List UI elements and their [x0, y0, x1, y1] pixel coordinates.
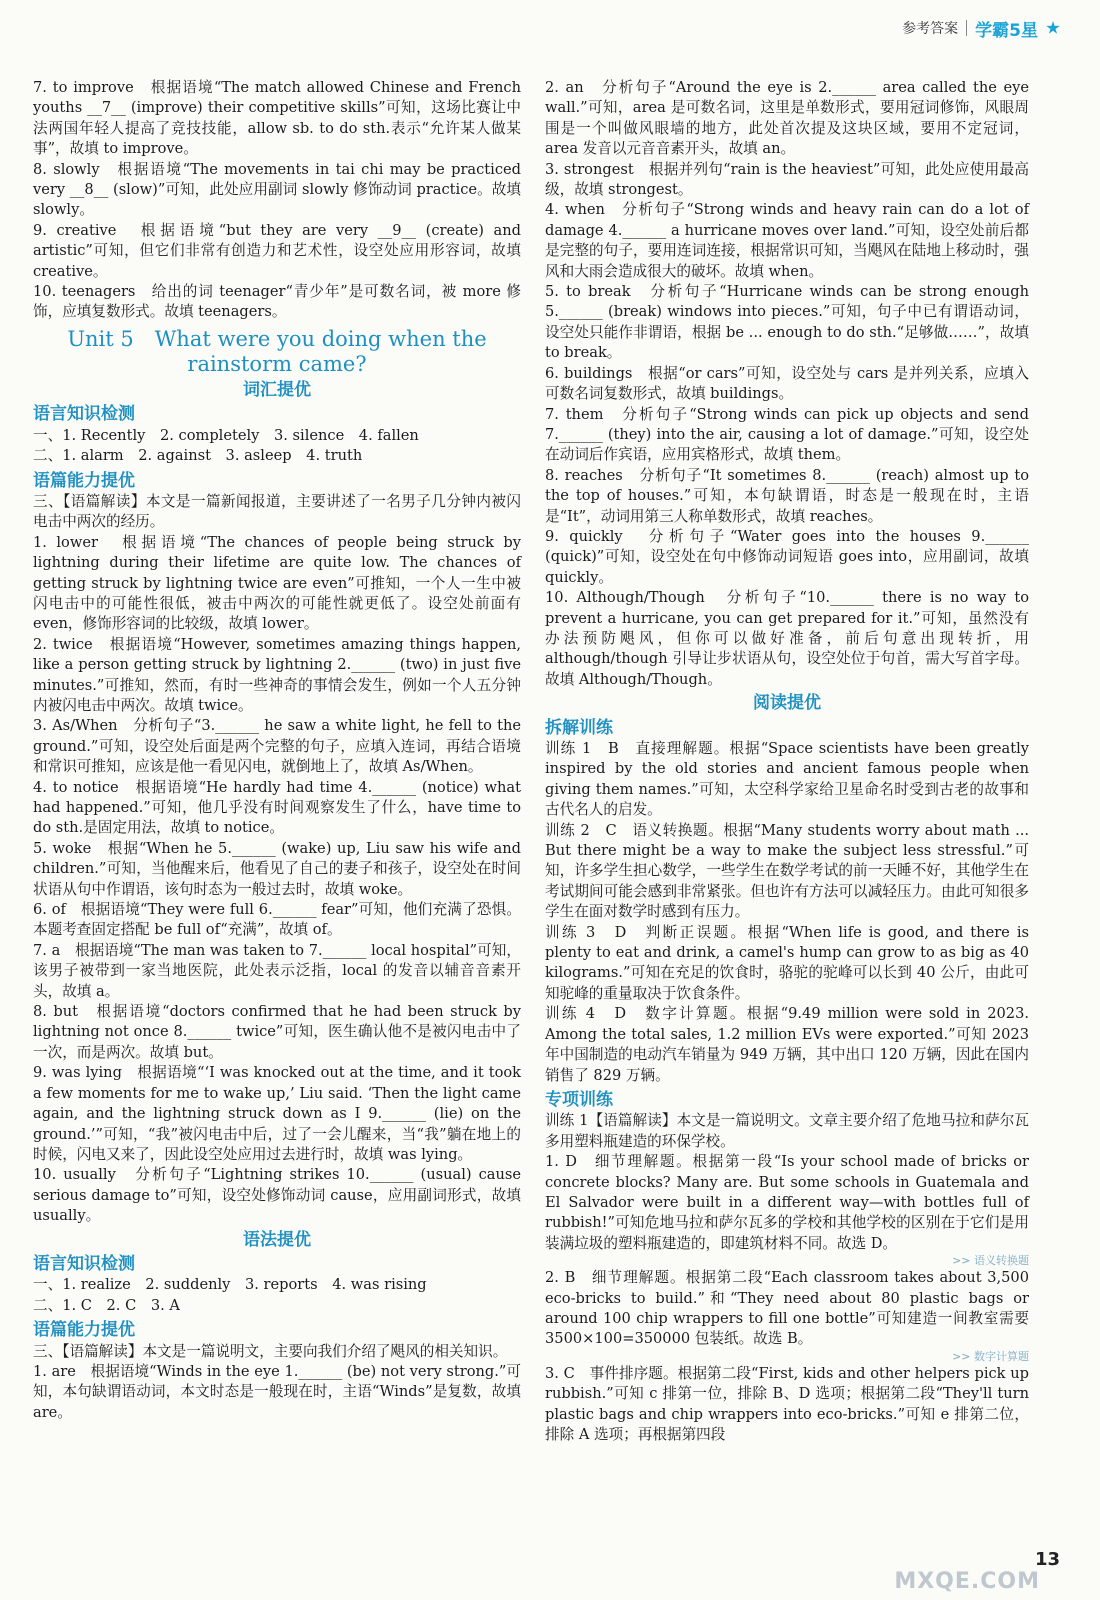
section-title: 语言知识检测	[33, 404, 135, 425]
answer-paragraph: 3. C 事件排序题。根据第二段“First, kids and other helpers pick up rubbish.”可知 c 排第一位，排除 B、D 选项；根据第二段“They'll turn plastic bags and chip wrappers into eco-bricks.”可知 e 排第二位，排除 A 选项；再根据第四段	[545, 1364, 1029, 1443]
section-title: 拆解训练	[545, 717, 613, 738]
left-column	[33, 78, 521, 1423]
answer-paragraph: 训练 2 C 语义转换题。根据“Many students worry about math ... But there might be a way to make the subject less stressful.”可知，许多学生担心数学，一些学生在数学考试的前一天睡不好，其他学生在考试期间可能会感到非常紧张。但也许有方法可以减轻压力。由此可知很多学生在面对数学时感到有压力。	[545, 821, 1029, 921]
header-reference-label: 参考答案	[902, 21, 959, 37]
answer-paragraph: 一、1. realize 2. suddenly 3. reports 4. was rising	[33, 1276, 427, 1294]
answer-paragraph: 3. As/When 分析句子“3.______ he saw a white light, he fell to the ground.”可知，设空处后面是两个完整的句子，应填入连词，再结合语境和常识可推知，应该是他一看见闪电，就倒地上了，故填 As/When。	[33, 717, 521, 776]
answer-paragraph: 训练 1 B 直接理解题。根据“Space scientists have been greatly inspired by the old stories and ancient famous people when giving them names.”可知，太空科学家给卫星命名时受到古老的故事和古代名人的启发。	[545, 740, 1029, 819]
answer-paragraph: 1. D 细节理解题。根据第一段“Is your school made of bricks or concrete blocks? Many are. But some schools in Guatemala and El Salvador were built in a different way—with bottles full of rubbish!”可知危地马拉和萨尔瓦多的学校和其他学校的区别在于它们是用装满垃圾的塑料瓶建造的，即建筑材料不同。故选 D。	[545, 1153, 1029, 1252]
section-title: 语言知识检测	[33, 1253, 135, 1274]
answer-paragraph: 7. them 分析句子“Strong winds can pick up objects and send 7.______ (they) into the air, causing a lot of damage.”可知，设空处在动词后作宾语，应用宾格形式，故填 them。	[545, 405, 1029, 464]
subsection-title: 语法提优	[243, 1229, 311, 1250]
answer-paragraph: 9. quickly 分析句子“Water goes into the houses 9.______ (quick)”可知，设空处在句中修饰动词短语 goes into，应用副词，故填 quickly。	[545, 527, 1029, 586]
answer-paragraph: 6. of 根据语境“They were full 6.______ fear”可知，他们充满了恐惧。本题考查固定搭配 be full of“充满”，故填 of。	[33, 901, 521, 939]
unit-title: Unit 5 What were you doing when the rainstorm came?	[67, 326, 487, 376]
answer-paragraph: 三、【语篇解读】本文是一篇说明文，主要向我们介绍了飓风的相关知识。	[33, 1342, 508, 1360]
answer-paragraph: 二、1. alarm 2. against 3. asleep 4. truth	[33, 447, 363, 465]
answer-paragraph: 8. but 根据语境“doctors confirmed that he had been struck by lightning not once 8.______ twice”可知，医生确认他不是被闪电击中了一次，而是两次。故填 but。	[33, 1003, 521, 1061]
answer-paragraph: 10. Although/Though 分析句子“10.______ there is no way to prevent a hurricane, you can get prepared for it.”可知，虽然没有办法预防飓风，但你可以做好准备，前后句意出现转折，用 although/though 引导让步状语从句，设空处位于句首，需大写首字母。故填 Although/Though。	[545, 589, 1029, 688]
answer-paragraph: 2. an 分析句子“Around the eye is 2.______ area called the eye wall.”可知，area 是可数名词，这里是单数形式，要用冠词修饰，风眼周围是一个叫做风眼墙的地方，此处首次提及这块区域，要用不定冠词，area 发音以元音音素开头，故填 an。	[545, 79, 1029, 158]
answer-paragraph: 训练 1【语篇解读】本文是一篇说明文。文章主要介绍了危地马拉和萨尔瓦多用塑料瓶建造的环保学校。	[545, 1112, 1029, 1150]
page-number: 13	[1034, 1549, 1060, 1570]
answer-paragraph: 7. to improve 根据语境“The match allowed Chinese and French youths __7__ (improve) their competitive skills”可知，这场比赛让中法两国年轻人提高了竞技技能，allow sb. to do sth.表示“允许某人做某事”，故填 to improve。	[33, 79, 521, 158]
section-title: 语篇能力提优	[33, 470, 135, 491]
answer-paragraph: 1. are 根据语境“Winds in the eye 1.______ (be) not very strong.”可知，本句缺谓语动词，本文时态是一般现在时，主语“Winds”是复数，故填 are。	[33, 1362, 521, 1421]
section-title: 专项训练	[545, 1089, 613, 1110]
subsection-title: 词汇提优	[243, 379, 311, 400]
answer-paragraph: 2. twice 根据语境“However, sometimes amazing things happen, like a person getting struck by lightning 2.______ (two) in just five minutes.”可推知，然而，有时一些神奇的事情会发生，例如一个人五分钟内被闪电击中两次。故填 twice。	[33, 635, 521, 714]
answer-paragraph: 三、【语篇解读】本文是一篇新闻报道，主要讲述了一名男子几分钟内被闪电击中两次的经历。	[33, 492, 521, 531]
answer-paragraph: 9. creative 根据语境“but they are very __9__ (create) and artistic”可知，但它们非常有创造力和艺术性，设空处应用形容词，故填 creative。	[33, 221, 521, 280]
answer-paragraph: 10. teenagers 给出的词 teenager“青少年”是可数名词，被 more 修饰，应填复数形式。故填 teenagers。	[33, 283, 521, 321]
subsection-title: 阅读提优	[753, 693, 821, 714]
answer-paragraph: 训练 3 D 判断正误题。根据“When life is good, and there is plenty to eat and drink, a camel's hump can grow to as big as 40 kilograms.”可知在充足的饮食时，骆驼的驼峰可以长到 40 公斤，由此可知驼峰的重量取决于饮食条件。	[545, 923, 1029, 1002]
brand-logo-text: 学霸5星	[975, 20, 1038, 41]
header-divider	[966, 20, 967, 36]
answer-paragraph: 3. strongest 根据并列句“rain is the heaviest”可知，此处应使用最高级，故填 strongest。	[545, 160, 1029, 199]
answer-paragraph: 5. woke 根据“When he 5.______ (wake) up, Liu saw his wife and children.”可知，当他醒来后，他看见了自己的妻子和孩子，设空处在时间状语从句中作谓语，该句时态为一般过去时，故填 woke。	[33, 839, 521, 898]
answer-paragraph: 8. slowly 根据语境“The movements in tai chi may be practiced very __8__ (slow)”可知，此处应用副词 slowly 修饰动词 practice。故填 slowly。	[33, 160, 521, 219]
answer-paragraph: 5. to break 分析句子“Hurricane winds can be strong enough 5.______ (break) windows into pieces.”可知，句子中已有谓语动词，设空处只能作非谓语，根据 be ... enough to do sth.“足够做……”，故填 to break。	[545, 283, 1029, 362]
answer-paragraph: 4. to notice 根据语境“He hardly had time 4.______ (notice) what had happened.”可知，他几乎没有时间观察发生了什么，have time to do sth.是固定用法，故填 to notice。	[33, 778, 521, 837]
answer-paragraph: 训练 4 D 数字计算题。根据“9.49 million were sold in 2023. Among the total sales, 1.2 million EVs were exported.”可知 2023 年中国制造的电动汽车销量为 949 万辆，其中出口 120 万辆，因此在国内销售了 829 万辆。	[545, 1005, 1029, 1084]
answer-paragraph: 6. buildings 根据“or cars”可知，设空处与 cars 是并列关系，应填入可数名词复数形式，故填 buildings。	[545, 364, 1029, 403]
right-column	[545, 78, 1029, 1445]
answer-paragraph: 二、1. C 2. C 3. A	[33, 1296, 180, 1314]
answer-paragraph: 一、1. Recently 2. completely 3. silence 4. fallen	[33, 426, 419, 444]
section-title: 语篇能力提优	[33, 1320, 135, 1341]
answer-paragraph: 10. usually 分析句子“Lightning strikes 10.______ (usual) cause serious damage to”可知，设空处修饰动词 cause，应用副词形式，故填 usually。	[33, 1166, 521, 1225]
answer-paragraph: 2. B 细节理解题。根据第二段“Each classroom takes about 3,500 eco-bricks to build.”和“They need about 80 plastic bags or around 100 chip wrappers to fill one bottle”可知建造一间教室需要 3500×100=350000 包装纸。故选 B。	[545, 1269, 1029, 1348]
star-icon	[1046, 21, 1060, 35]
answer-paragraph: 9. was lying 根据语境“‘I was knocked out at the time, and it took a few moments for me to wake up,’ Liu said. ‘Then the light came again, and the lightning struck down as I 9.______ (lie) on the ground.’”可知，“我”被闪电击中后，过了一会儿醒来，当“我”躺在地上的时候，闪电又来了，因此设空处应用过去进行时，故填 was lying。	[33, 1064, 521, 1163]
page-header	[902, 14, 1060, 42]
answer-paragraph: 8. reaches 分析句子“It sometimes 8.______ (reach) almost up to the top of houses.”可知，本句缺谓语，时态是一般现在时，主语是“It”，动词用第三人称单数形式，故填 reaches。	[545, 466, 1029, 525]
answer-paragraph: 4. when 分析句子“Strong winds and heavy rain can do a lot of damage 4.______ a hurricane moves over land.”可知，设空处前后都是完整的句子，要用连词连接，根据常识可知，当飓风在陆地上移动时，强风和大雨会造成很大的破坏。故填 when。	[545, 201, 1029, 280]
question-type-tag: >> 语义转换题	[952, 1254, 1029, 1268]
answer-paragraph: 7. a 根据语境“The man was taken to 7.______ local hospital”可知，该男子被带到一家当地医院，此处表示泛指，local 的发音以辅音音素开头，故填 a。	[33, 941, 521, 1000]
question-type-tag: >> 数字计算题	[952, 1349, 1029, 1363]
answer-paragraph: 1. lower 根据语境“The chances of people being struck by lightning during their lifetime are quite low. The chances of getting struck by lightning twice are even”可推知，一个人一生中被闪电击中的可能性很低，被击中两次的可能性就更低了。设空处前面有 even，修饰形容词的比较级，故填 lower。	[33, 533, 521, 633]
watermark: MXQE.COM	[894, 1569, 1040, 1594]
